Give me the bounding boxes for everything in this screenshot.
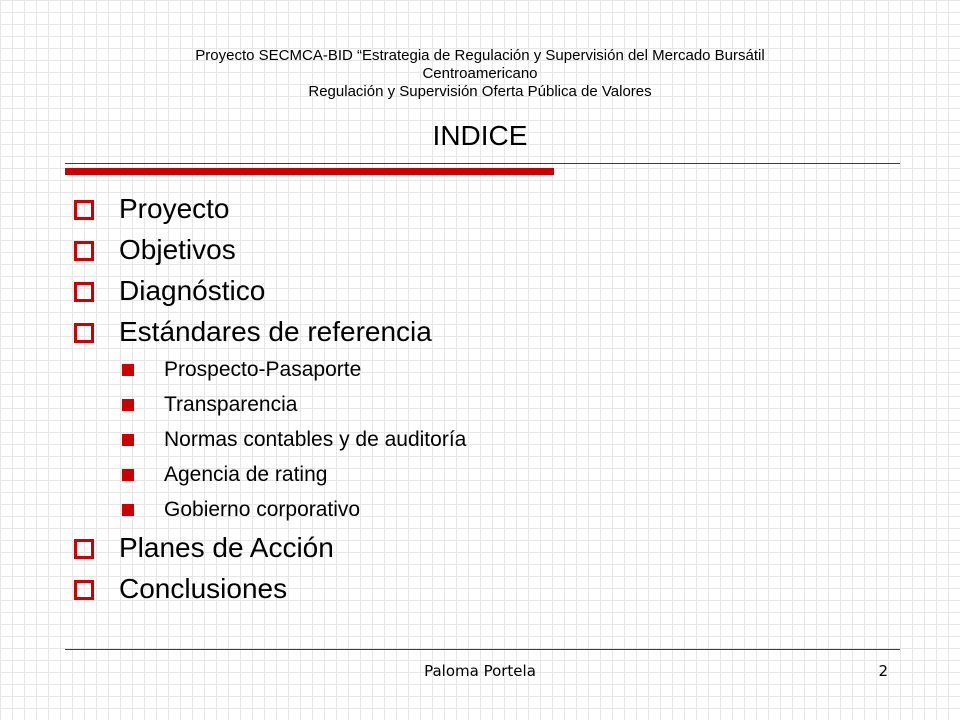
footer-rule (65, 649, 900, 650)
filled-square-bullet-icon (122, 399, 134, 411)
list-item-objetivos (72, 229, 892, 270)
index-list (72, 188, 892, 609)
hollow-square-bullet-icon (74, 200, 94, 220)
slide-title: INDICE (432, 120, 528, 151)
list-item-label: Planes de Acción (119, 532, 334, 563)
list-item-proyecto (72, 188, 892, 229)
hollow-square-bullet-icon (74, 241, 94, 261)
sub-item-gobierno (72, 492, 892, 527)
list-item-label: Diagnóstico (119, 275, 266, 306)
sub-item-label: Gobierno corporativo (164, 498, 361, 521)
list-item-label: Estándares de referencia (119, 316, 432, 347)
hollow-square-bullet-icon (74, 539, 94, 559)
list-item-label: Proyecto (119, 193, 230, 224)
sub-item-agencia (72, 457, 892, 492)
list-item-estandares (72, 311, 892, 352)
filled-square-bullet-icon (122, 364, 134, 376)
hollow-square-bullet-icon (74, 580, 94, 600)
footer-author: Paloma Portela (424, 662, 536, 680)
header-line-topic: Regulación y Supervisión Oferta Pública de Valores (308, 83, 652, 100)
sub-item-label: Transparencia (164, 393, 298, 416)
list-item-planes (72, 527, 892, 568)
slide-header (60, 47, 900, 101)
sub-item-normas (72, 422, 892, 457)
title-rule-thick (65, 168, 554, 175)
header-line-region: Centroamericano (422, 65, 538, 82)
hollow-square-bullet-icon (74, 323, 94, 343)
header-line-project: Proyecto SECMCA-BID “Estrategia de Regulación y Supervisión del Mercado Bursátil (195, 47, 765, 64)
page-number: 2 (878, 662, 888, 680)
list-item-conclusiones (72, 568, 892, 609)
sub-item-label: Prospecto-Pasaporte (164, 358, 362, 381)
list-item-diagnostico (72, 270, 892, 311)
title-rule-thin (65, 163, 900, 164)
sub-item-label: Agencia de rating (164, 463, 328, 486)
list-item-label: Objetivos (119, 234, 236, 265)
filled-square-bullet-icon (122, 434, 134, 446)
sub-item-transparencia (72, 387, 892, 422)
sub-item-label: Normas contables y de auditoría (164, 428, 467, 451)
filled-square-bullet-icon (122, 469, 134, 481)
hollow-square-bullet-icon (74, 282, 94, 302)
sub-item-prospecto (72, 352, 892, 387)
list-item-label: Conclusiones (119, 573, 288, 604)
filled-square-bullet-icon (122, 504, 134, 516)
